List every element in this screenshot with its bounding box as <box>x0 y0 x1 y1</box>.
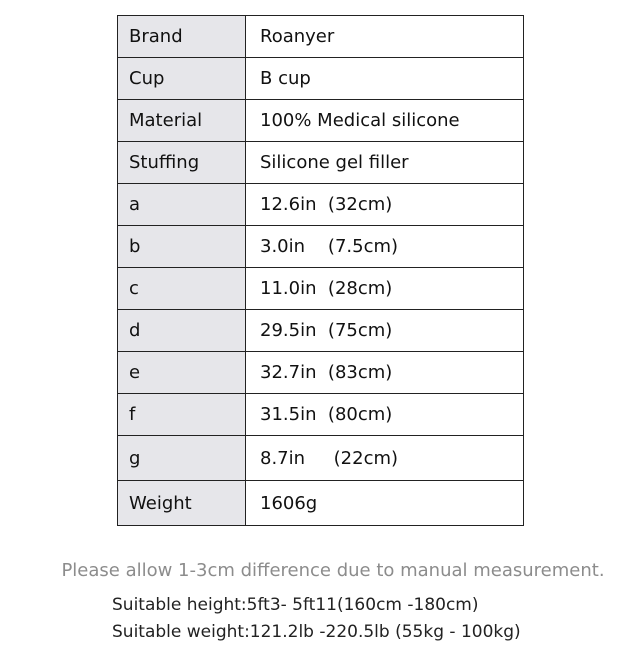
table-row <box>118 16 524 58</box>
spec-label-b: b <box>118 226 246 268</box>
spec-value-b: 3.0in (7.5cm) <box>246 226 524 268</box>
spec-value-c: 11.0in (28cm) <box>246 268 524 310</box>
spec-value-brand: Roanyer <box>246 16 524 58</box>
spec-value-e: 32.7in (83cm) <box>246 352 524 394</box>
table-row <box>118 352 524 394</box>
suitable-weight-text: Suitable weight:121.2lb -220.5lb (55kg - 100kg) <box>112 622 521 642</box>
spec-value-stuffing: Silicone gel filler <box>246 142 524 184</box>
table-row <box>118 100 524 142</box>
spec-value-weight: 1606g <box>246 481 524 526</box>
spec-label-material: Material <box>118 100 246 142</box>
spec-value-a: 12.6in (32cm) <box>246 184 524 226</box>
spec-label-cup: Cup <box>118 58 246 100</box>
spec-label-brand: Brand <box>118 16 246 58</box>
table-row <box>118 142 524 184</box>
table-row <box>118 436 524 481</box>
spec-value-material: 100% Medical silicone <box>246 100 524 142</box>
spec-label-f: f <box>118 394 246 436</box>
table-row <box>118 481 524 526</box>
table-row <box>118 58 524 100</box>
spec-label-stuffing: Stuffing <box>118 142 246 184</box>
spec-value-g: 8.7in (22cm) <box>246 436 524 481</box>
specification-table <box>117 15 524 526</box>
spec-label-g: g <box>118 436 246 481</box>
table-row <box>118 268 524 310</box>
suitable-height-text: Suitable height:5ft3- 5ft11(160cm -180cm) <box>112 595 479 615</box>
spec-label-a: a <box>118 184 246 226</box>
table-row <box>118 310 524 352</box>
spec-value-d: 29.5in (75cm) <box>246 310 524 352</box>
table-row <box>118 394 524 436</box>
spec-label-c: c <box>118 268 246 310</box>
measurement-note: Please allow 1-3cm difference due to manual measurement. <box>61 560 605 581</box>
spec-label-weight: Weight <box>118 481 246 526</box>
table-row <box>118 226 524 268</box>
spec-label-e: e <box>118 352 246 394</box>
spec-value-cup: B cup <box>246 58 524 100</box>
spec-value-f: 31.5in (80cm) <box>246 394 524 436</box>
table-row <box>118 184 524 226</box>
spec-label-d: d <box>118 310 246 352</box>
